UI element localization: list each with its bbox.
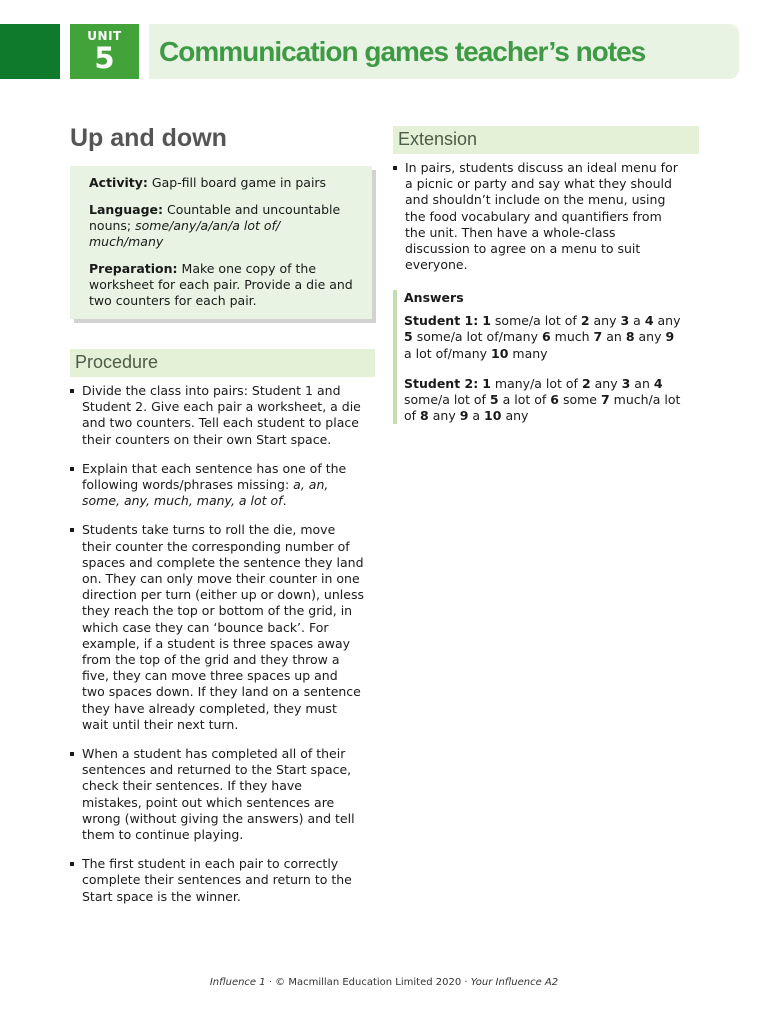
answer-number: 6 (541, 329, 551, 345)
answer-number: 2 (580, 313, 590, 329)
language-line (89, 202, 354, 250)
procedure-item-end: . (282, 493, 287, 509)
procedure-item: Divide the class into pairs: Student 1 and Student 2. Give each pair a worksheet, a die and two counters. Tell each student to place their counters on their own Start space. (70, 383, 364, 448)
answer-text: some (562, 392, 597, 408)
answer-student-label: Student 1: (404, 313, 479, 329)
unit-badge (70, 24, 139, 79)
preparation-label: Preparation: (89, 261, 178, 276)
language-value: Countable and uncountable nouns; (89, 202, 341, 233)
preparation-line (89, 261, 354, 309)
extension-list (393, 160, 683, 273)
procedure-item-text: Explain that each sentence has one of the following words/phrases missing: (82, 460, 347, 493)
preparation-value: Make one copy of the worksheet for each pair. Provide a die and two counters for each pair. (89, 261, 353, 308)
language-label: Language: (89, 202, 164, 217)
answer-number: 7 (593, 329, 603, 345)
answer-number: 4 (653, 375, 663, 391)
page-title: Communication games teacher’s notes (159, 36, 646, 67)
answer-text: any (594, 375, 618, 391)
footer-series: Your Influence A2 (470, 977, 559, 988)
language-italic: some/any/a/an/a lot of/ much/many (89, 218, 281, 249)
footer (0, 977, 768, 988)
answer-text: any (593, 313, 617, 329)
activity-value: Gap-fill board game in pairs (151, 175, 327, 190)
footer-book: Influence 1 (209, 977, 266, 988)
answer-number: 6 (550, 392, 559, 408)
answer-text: a lot of/many (404, 345, 488, 361)
answer-text: many (512, 345, 548, 361)
answers-student1 (404, 313, 683, 362)
answer-text: a lot of (502, 392, 547, 408)
answer-number: 4 (644, 313, 654, 329)
answer-text: some/a lot of (494, 313, 577, 329)
answer-number: 8 (420, 408, 429, 424)
answer-text: any (432, 408, 456, 424)
answer-text: any (505, 408, 529, 424)
procedure-item: Students take turns to roll the die, move their counter the corresponding number of spaces and complete the sentence they land on. They can only move their counter in one direction per turn (either up or down), unless they reach the top or bottom of the grid, in which case they can ‘bounce back’. For example, if a student is three spaces away from the top of the grid and they throw a five, they can move three spaces up and two spaces down. If they land on a sentence they have already completed, they must wait until their next turn. (70, 522, 364, 733)
procedure-item: When a student has completed all of their sentences and returned to the Start space, check their sentences. If they have mistakes, point out which sentences are wrong (without giving the answers) and tell them to continue playing. (70, 746, 364, 843)
footer-copyright: · © Macmillan Education Limited 2020 · (265, 977, 471, 988)
answer-number: 9 (459, 408, 469, 424)
answer-text: a (472, 408, 481, 424)
answer-number: 8 (625, 329, 635, 345)
answer-text: many/a lot of (494, 375, 578, 391)
answer-number: 5 (404, 329, 413, 345)
extension-heading: Extension (393, 126, 699, 154)
answer-text: any (638, 329, 662, 345)
answer-text: a (633, 313, 641, 329)
procedure-heading: Procedure (70, 349, 375, 377)
header-corner-block (0, 24, 60, 79)
answer-text: an (606, 329, 622, 345)
answers-box (393, 290, 683, 424)
answers-heading: Answers (404, 290, 464, 305)
answer-text: much (554, 329, 590, 345)
procedure-item (70, 461, 364, 510)
answer-number: 5 (489, 392, 499, 408)
answer-number: 3 (621, 375, 631, 391)
title-bar (149, 24, 739, 79)
answer-text: some/a lot of/many (416, 329, 538, 345)
answer-number: 2 (581, 375, 591, 391)
activity-info-box (70, 166, 372, 319)
missing-words: a, an, some, any, much, many, a lot of (82, 477, 329, 509)
activity-title: Up and down (70, 124, 227, 152)
answer-student-label: Student 2: (404, 375, 479, 391)
answer-text: any (657, 313, 681, 329)
answer-text: an (634, 375, 650, 391)
extension-item: In pairs, students discuss an ideal menu for a picnic or party and say what they should and shouldn’t include on the menu, using the food vocabulary and quantifiers from the unit. Then have a whole-class discussion to agree on a menu to suit everyone. (393, 160, 683, 273)
answer-number: 10 (484, 408, 502, 424)
answer-text: much/a lot of (404, 392, 681, 424)
answer-number: 9 (665, 329, 675, 345)
answer-number: 10 (491, 345, 509, 361)
activity-line (89, 175, 354, 191)
answer-number: 3 (620, 313, 630, 329)
answer-number: 7 (600, 392, 610, 408)
procedure-list (70, 383, 364, 905)
answer-number: 1 (482, 313, 491, 329)
answers-student2 (404, 376, 683, 425)
activity-label: Activity: (89, 175, 148, 190)
unit-label: UNIT (87, 29, 122, 43)
answer-text: some/a lot of (404, 392, 486, 408)
procedure-item: The first student in each pair to correctly complete their sentences and return to the Start space is the winner. (70, 856, 364, 905)
answer-number: 1 (482, 375, 491, 391)
unit-number: 5 (94, 41, 115, 75)
